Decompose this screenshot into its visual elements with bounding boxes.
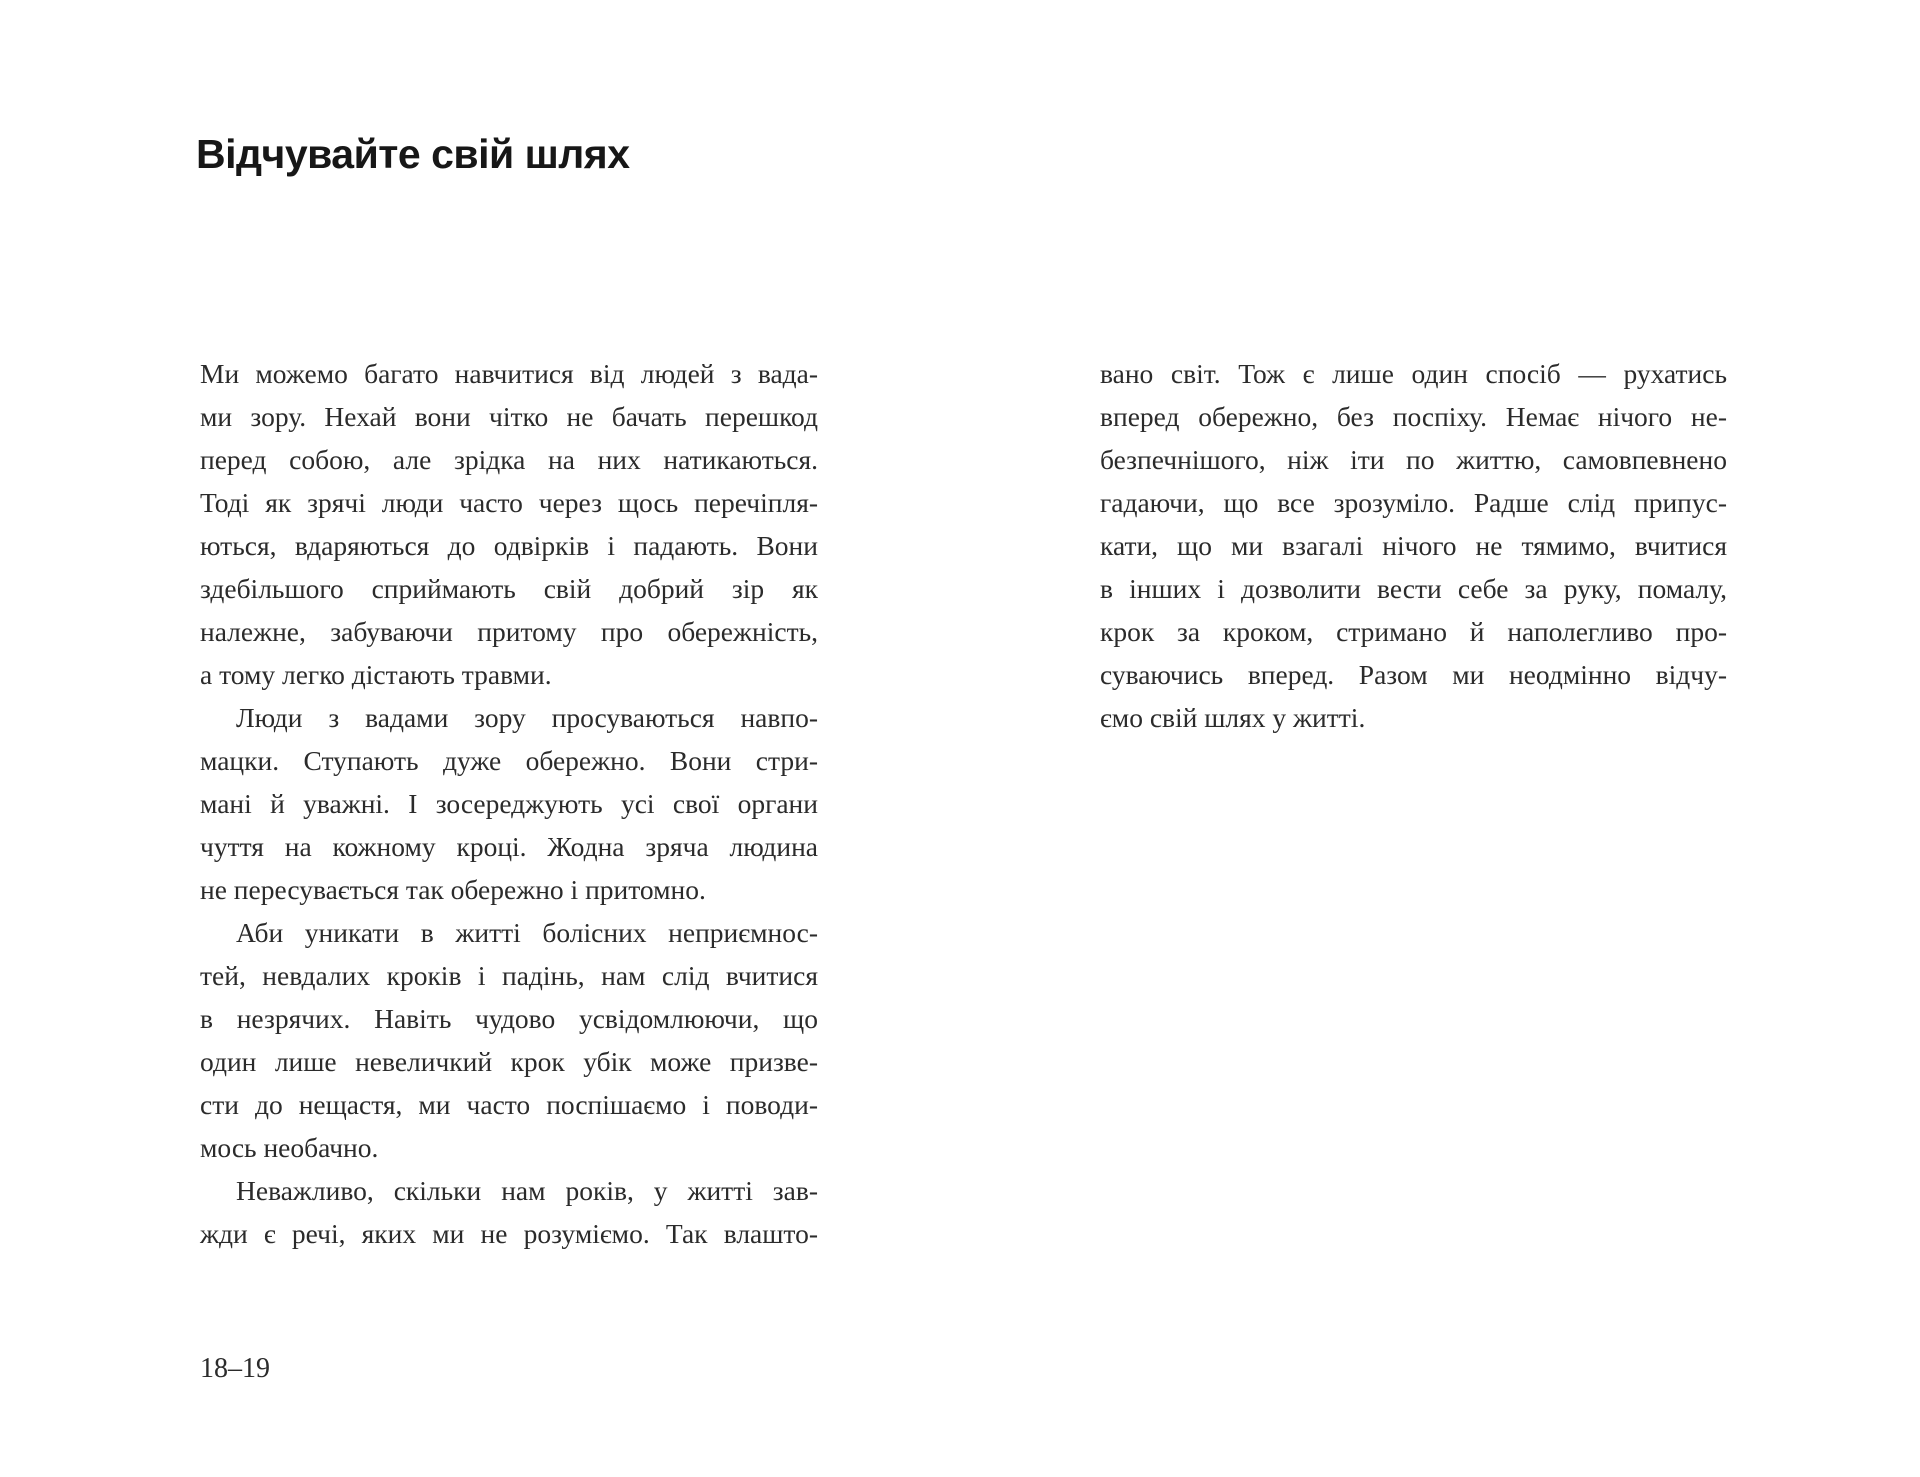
text-line: один лише невеличкий крок убік може призве- (200, 1046, 818, 1077)
text-line: перед собою, але зрідка на них натикаються. (200, 444, 818, 475)
text-line: не пересувається так обережно і притомно. (200, 874, 706, 905)
text-line: Ми можемо багато навчитися від людей з вада- (200, 358, 818, 389)
text-line: безпечнішого, ніж іти по життю, самовпевнено (1100, 444, 1727, 475)
text-line: сти до нещастя, ми часто поспішаємо і поводи- (200, 1089, 818, 1120)
text-line: мацки. Ступають дуже обережно. Вони стри- (200, 745, 818, 776)
text-line: мані й уважні. І зосереджують усі свої органи (200, 788, 818, 819)
text-line: вано світ. Тож є лише один спосіб — рухатись (1100, 358, 1727, 389)
text-column-left (200, 352, 818, 1255)
text-line: гадаючи, що все зрозуміло. Радше слід припус- (1100, 487, 1727, 518)
text-line: Люди з вадами зору просуваються навпо- (236, 702, 818, 733)
text-line: ємо свій шлях у житті. (1100, 702, 1366, 733)
text-line: вперед обережно, без поспіху. Немає нічого не- (1100, 401, 1727, 432)
text-line: Тоді як зрячі люди часто через щось перечіпля- (200, 487, 818, 518)
text-line: суваючись вперед. Разом ми неодмінно відчу- (1100, 659, 1727, 690)
text-line: ми зору. Нехай вони чітко не бачать перешкод (200, 401, 818, 432)
text-line: здебільшого сприймають свій добрий зір як (200, 573, 818, 604)
text-line: в незрячих. Навіть чудово усвідомлюючи, що (200, 1003, 818, 1034)
page-number: 18–19 (200, 1353, 270, 1384)
text-line: кати, що ми взагалі нічого не тямимо, вчитися (1100, 530, 1727, 561)
text-line: в інших і дозволити вести себе за руку, помалу, (1100, 573, 1727, 604)
text-line: чуття на кожному кроці. Жодна зряча людина (200, 831, 818, 862)
text-line: жди є речі, яких ми не розуміємо. Так влашто- (200, 1218, 818, 1249)
text-line: Неважливо, скільки нам років, у житті зав- (236, 1175, 818, 1206)
text-line: крок за кроком, стримано й наполегливо про- (1100, 616, 1727, 647)
chapter-title: Відчувайте свій шлях (196, 131, 630, 177)
text-line: ються, вдаряються до одвірків і падають. Вони (200, 530, 818, 561)
text-line: тей, невдалих кроків і падінь, нам слід вчитися (200, 960, 818, 991)
text-line: Аби уникати в житті болісних неприємнос- (236, 917, 818, 948)
text-line: належне, забуваючи притому про обережність, (200, 616, 818, 647)
text-line: мось необачно. (200, 1132, 379, 1163)
text-line: а тому легко дістають травми. (200, 659, 552, 690)
text-column-right (1100, 352, 1727, 739)
